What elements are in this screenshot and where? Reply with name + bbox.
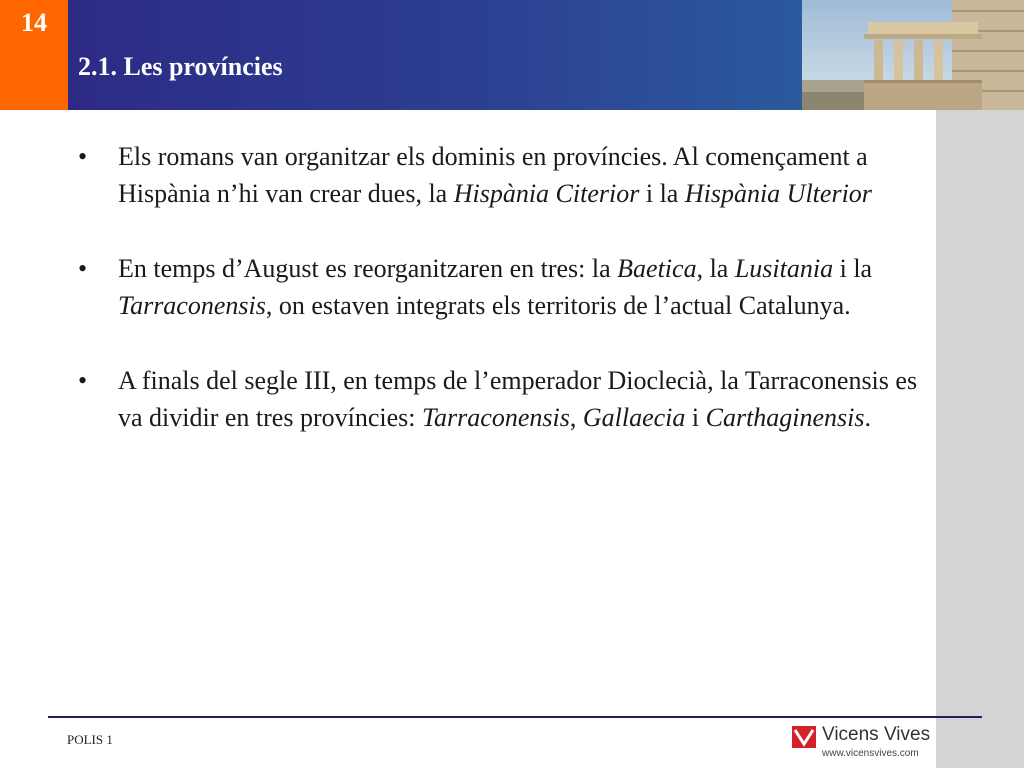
bullet-dot-icon: • (78, 254, 88, 283)
bullet-text-segment: Hispània Ulterior (684, 179, 872, 208)
bullet-text-segment: i la (639, 179, 685, 208)
bullet-text-segment: , la (696, 254, 735, 283)
title-band (68, 0, 802, 110)
footer-label: POLIS 1 (67, 732, 113, 747)
bullet-text-segment: i (685, 403, 706, 432)
vicens-vives-logo-icon (792, 726, 816, 748)
bullet-item (78, 138, 938, 212)
bullet-text-segment: Lusitania (734, 254, 834, 283)
bullet-list (78, 138, 938, 474)
bullet-dot-icon: • (78, 142, 88, 171)
slide-number-box (0, 0, 68, 110)
bullet-text-segment: Els romans van organitzar els dominis en províncies. Al començament a Hispània n’hi van crear dues, la (118, 142, 868, 208)
bullet-text-segment: Gallaecia (582, 403, 686, 432)
bullet-text-segment: , on estaven integrats els territoris de l’actual Catalunya. (265, 291, 851, 320)
slide-header (0, 0, 1024, 110)
bullet-text-segment: i la (833, 254, 873, 283)
footer-divider (48, 716, 982, 718)
bullet-text-segment: Tarraconensis (118, 291, 266, 320)
slide-title: 2.1. Les províncies (78, 52, 283, 81)
bullet-dot-icon: • (78, 366, 88, 395)
bullet-text-segment: A finals del segle III, en temps de l’emperador Dioclecià, la Tarraconensis es va dividir en tres províncies: (118, 366, 918, 432)
bullet-text-segment: Carthaginensis (705, 403, 865, 432)
bullet-item (78, 250, 938, 324)
bullet-text-segment: Hispània Citerior (453, 179, 640, 208)
bullet-text-segment: . (864, 403, 872, 432)
acropolis-photo (802, 0, 1024, 110)
bullet-text-segment: Baetica (617, 254, 697, 283)
logo-name: Vicens Vives (822, 724, 931, 745)
slide-number: 14 (21, 8, 47, 37)
bullet-item (78, 362, 938, 436)
bullet-text-segment: Tarraconensis (421, 403, 570, 432)
vicens-vives-logo (792, 724, 931, 764)
bullet-text-segment: , (569, 403, 583, 432)
side-strip (936, 110, 1024, 768)
bullet-text-segment: En temps d’August es reorganitzaren en tres: la (118, 254, 618, 283)
logo-url: www.vicensvives.com (822, 748, 919, 759)
